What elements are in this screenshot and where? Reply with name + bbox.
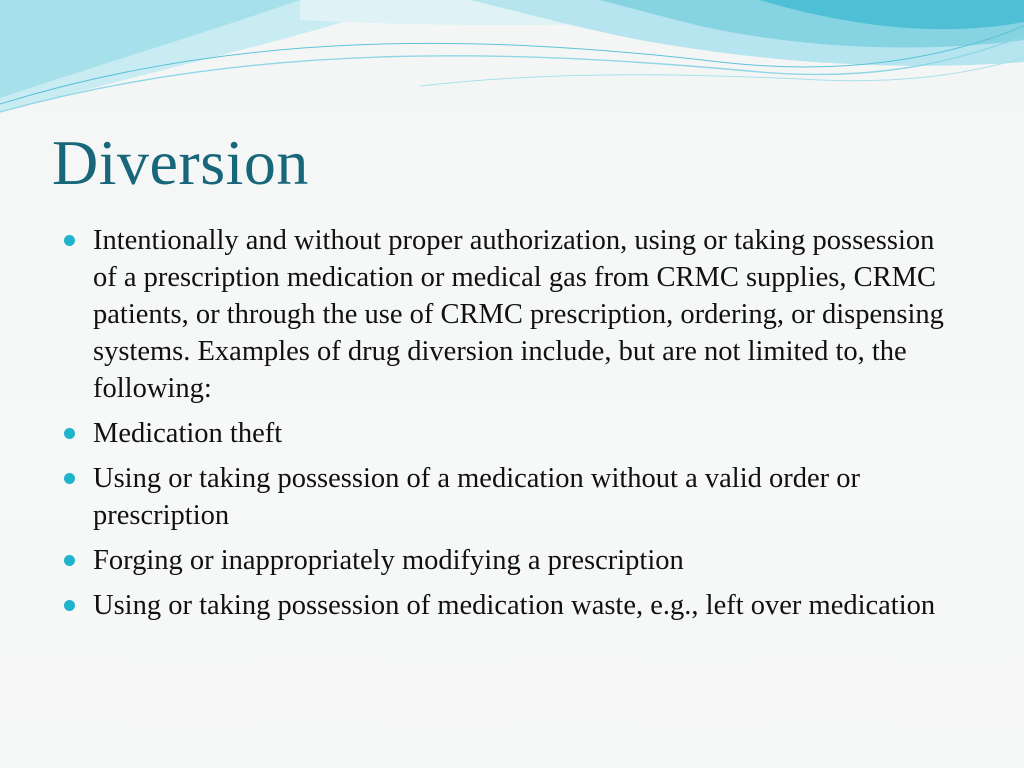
bullet-icon — [64, 555, 75, 566]
slide-title: Diversion — [52, 127, 309, 198]
bullet-list — [62, 222, 962, 632]
bullet-text: Intentionally and without proper authorization, using or taking possession of a prescription medication or medical gas from CRMC supplies, CRMC patients, or through the use of CRMC prescription, ordering, or dispensing systems. Examples of drug diversion include, but are not limited to, the following: — [93, 225, 944, 404]
bullet-text: Using or taking possession of medication waste, e.g., left over medication — [93, 590, 936, 621]
bullet-item — [62, 460, 962, 534]
bullet-text: Forging or inappropriately modifying a prescription — [93, 545, 684, 576]
bullet-icon — [64, 235, 75, 246]
bullet-item — [62, 415, 962, 452]
bullet-item — [62, 542, 962, 579]
bullet-text: Using or taking possession of a medication without a valid order or prescription — [93, 463, 860, 531]
bullet-icon — [64, 473, 75, 484]
bullet-item — [62, 222, 962, 407]
bullet-icon — [64, 428, 75, 439]
bullet-item — [62, 587, 962, 624]
header-wave-decoration — [0, 0, 1024, 130]
bullet-text: Medication theft — [93, 418, 283, 449]
bullet-icon — [64, 600, 75, 611]
